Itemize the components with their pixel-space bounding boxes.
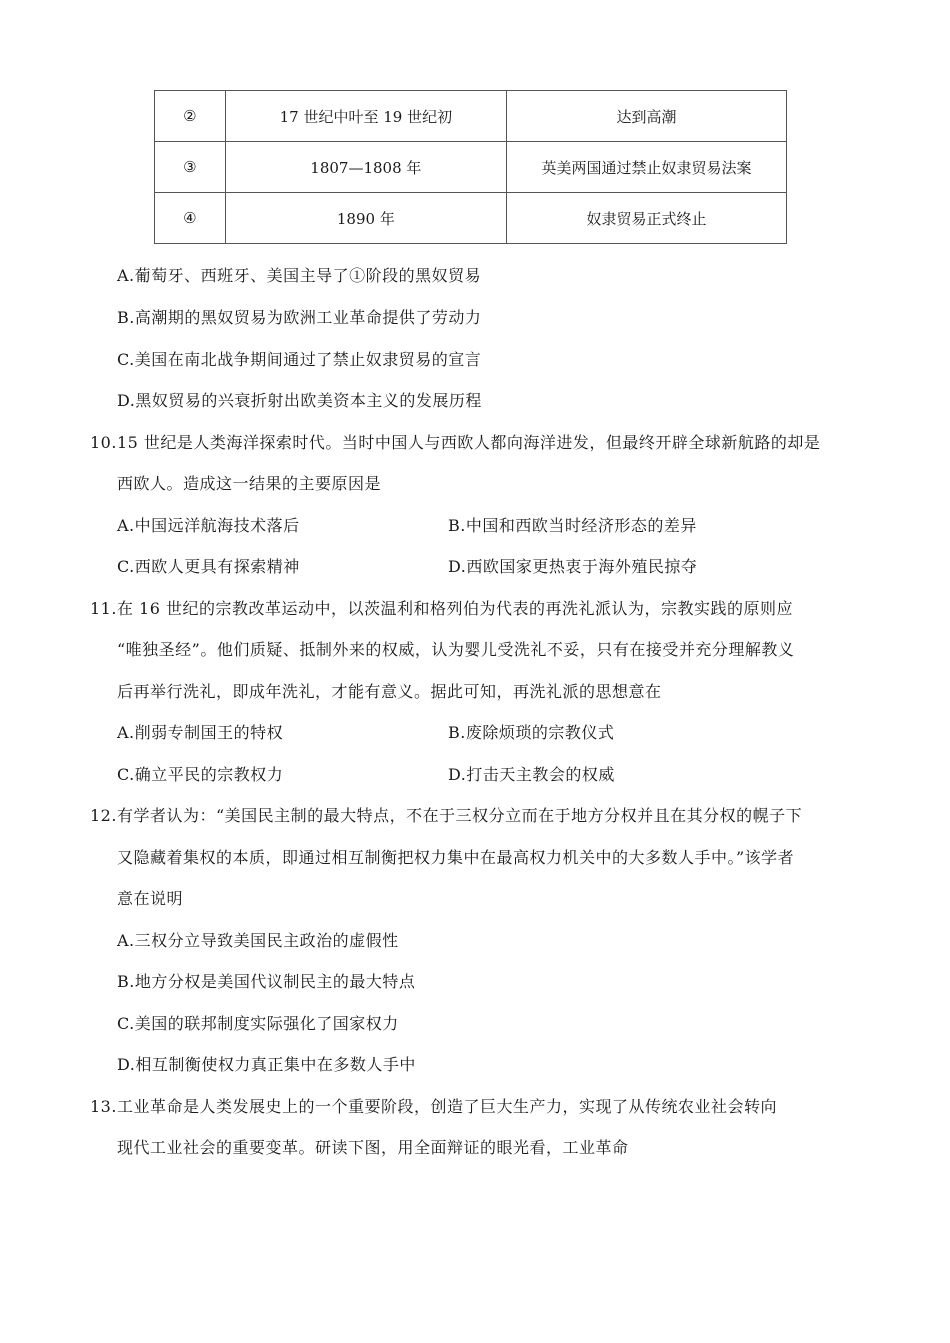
q10-stem-line: 西欧人。造成这一结果的主要原因是 [117,474,382,493]
q11-option-a: A.削弱专制国王的特权 [117,723,284,742]
q10-stem-line: 10.15 世纪是人类海洋探索时代。当时中国人与西欧人都向海洋进发，但最终开辟全球新航路的却是 [90,433,821,452]
q10-option-c: C.西欧人更具有探索精神 [117,557,300,576]
event-cell: 英美两国通过禁止奴隶贸易法案 [506,142,786,193]
q12-option-a: A.三权分立导致美国民主政治的虚假性 [117,931,399,950]
stage-cell: ② [155,91,226,142]
period-cell: 17 世纪中叶至 19 世纪初 [225,91,506,142]
q10-option-a: A.中国远洋航海技术落后 [117,516,300,535]
q11-stem-line: 后再举行洗礼，即成年洗礼，才能有意义。据此可知，再洗礼派的思想意在 [117,682,662,701]
table-row [155,91,787,142]
q12-stem-line: 意在说明 [117,889,184,908]
q13-stem-line: 现代工业社会的重要变革。研读下图，用全面辩证的眼光看，工业革命 [117,1138,629,1157]
q12-stem-line: 又隐藏着集权的本质，即通过相互制衡把权力集中在最高权力机关中的大多数人手中。”该学者 [117,848,795,867]
event-cell: 达到高潮 [506,91,786,142]
table-row [155,193,787,244]
q10-option-b: B.中国和西欧当时经济形态的差异 [448,516,697,535]
q12-option-c: C.美国的联邦制度实际强化了国家权力 [117,1014,399,1033]
stage-cell: ③ [155,142,226,193]
q11-option-c: C.确立平民的宗教权力 [117,765,284,784]
q11-option-b: B.废除烦琐的宗教仪式 [448,723,615,742]
q11-stem-line: “唯独圣经”。他们质疑、抵制外来的权威，认为婴儿受洗礼不妥，只有在接受并充分理解教义 [117,640,795,659]
q13-stem-line: 13.工业革命是人类发展史上的一个重要阶段，创造了巨大生产力，实现了从传统农业社会转向 [90,1097,777,1116]
q9-option-b: B.高潮期的黑奴贸易为欧洲工业革命提供了劳动力 [117,308,482,327]
q12-stem-line: 12.有学者认为：“美国民主制的最大特点，不在于三权分立而在于地方分权并且在其分权的幌子下 [90,806,803,825]
q10-option-d: D.西欧国家更热衷于海外殖民掠夺 [448,557,698,576]
q9-option-d: D.黑奴贸易的兴衰折射出欧美资本主义的发展历程 [117,391,482,410]
q12-option-d: D.相互制衡使权力真正集中在多数人手中 [117,1055,416,1074]
q12-option-b: B.地方分权是美国代议制民主的最大特点 [117,972,416,991]
slave-trade-table [154,90,787,244]
event-cell: 奴隶贸易正式终止 [506,193,786,244]
stage-cell: ④ [155,193,226,244]
table-row [155,142,787,193]
period-cell: 1807—1808 年 [225,142,506,193]
period-cell: 1890 年 [225,193,506,244]
q11-stem-line: 11.在 16 世纪的宗教改革运动中，以茨温利和格列伯为代表的再洗礼派认为，宗教实践的原则应 [90,599,793,618]
q9-option-a: A.葡萄牙、西班牙、美国主导了①阶段的黑奴贸易 [117,266,482,285]
q9-option-c: C.美国在南北战争期间通过了禁止奴隶贸易的宣言 [117,350,482,369]
q11-option-d: D.打击天主教会的权威 [448,765,615,784]
